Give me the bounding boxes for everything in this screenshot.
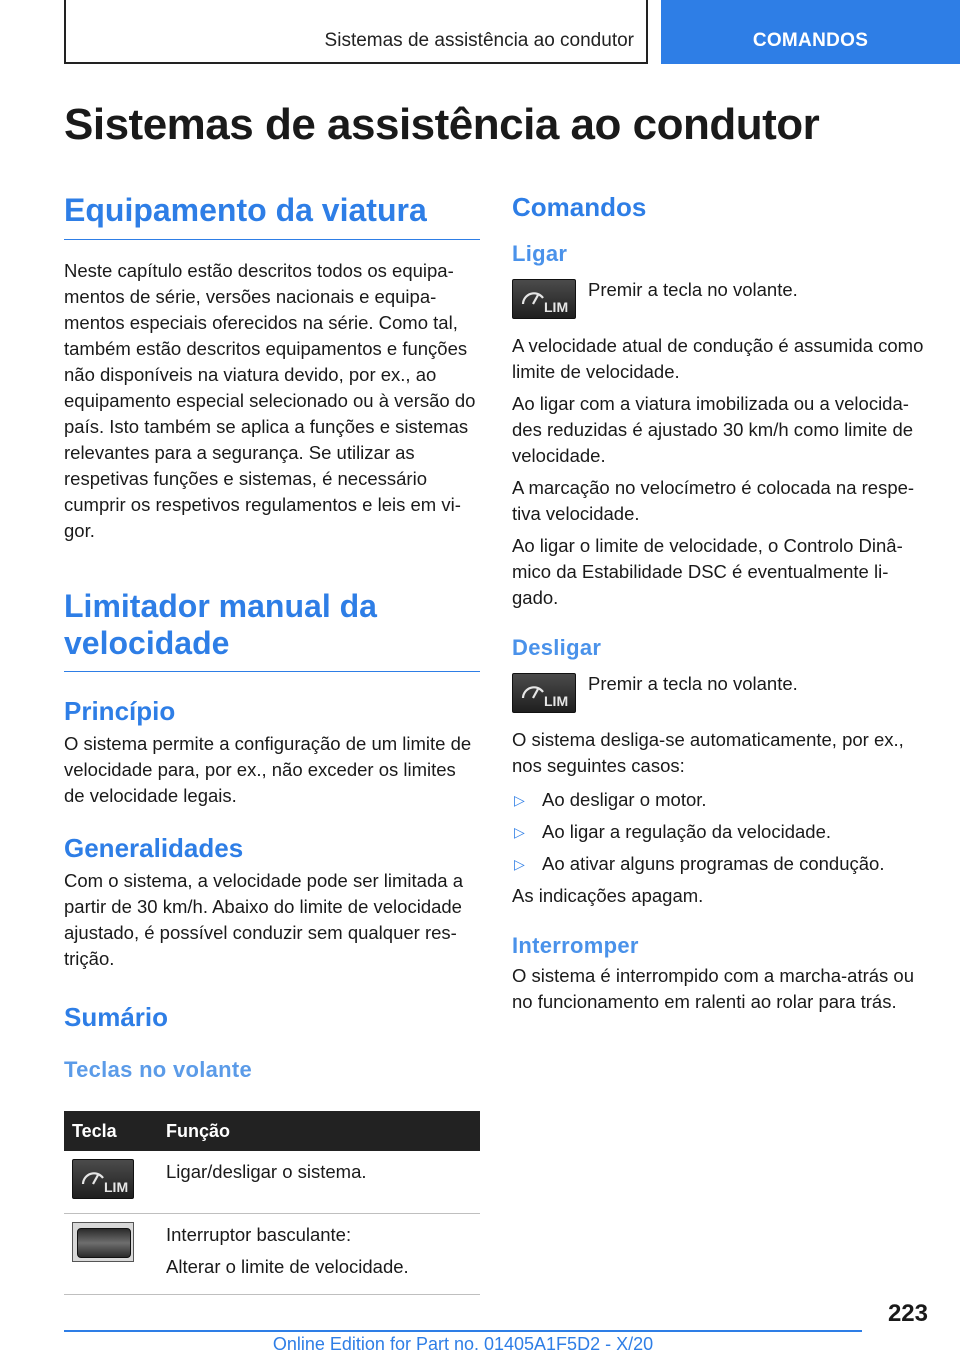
heading-teclas-volante: Teclas no volante — [64, 1057, 253, 1083]
bullet-triangle-icon: ▷ — [514, 824, 525, 840]
paragraph-desligar-1: O sistema desliga-se automaticamente, por ex., nos seguintes casos: — [512, 729, 904, 776]
ligar-instruction — [512, 277, 928, 319]
list-item: ▷ Ao ligar a regulação da velocidade. — [512, 819, 928, 845]
desligar-icon-text: Premir a tecla no volante. — [588, 673, 798, 694]
paragraph-ligar-4: Ao ligar o limite de velocidade, o Controlo Dinâmico da Estabilidade DSC é eventualmente ligado. — [512, 535, 903, 608]
heading-ligar: Ligar — [512, 241, 568, 266]
paragraph-interromper: O sistema é interrompido com a marcha-atrás ou no funcionamento em ralenti ao rolar para trás. — [512, 965, 915, 1012]
heading-principio: Princípio — [64, 696, 176, 727]
table-header-tecla: Tecla — [64, 1111, 158, 1151]
table-row — [64, 1151, 480, 1214]
header-chapter-tab[interactable] — [661, 0, 960, 64]
keys-table — [64, 1111, 480, 1295]
page-title: Sistemas de assistência ao condutor — [64, 100, 820, 149]
heading-comandos: Comandos — [512, 192, 647, 222]
heading-desligar: Desligar — [512, 635, 602, 660]
lim-button-icon — [72, 1159, 134, 1199]
ligar-icon-text: Premir a tecla no volante. — [588, 279, 798, 300]
heading-interromper: Interromper — [512, 933, 639, 958]
list-item: ▷ Ao ativar alguns programas de condução. — [512, 851, 928, 877]
lim-button-icon — [512, 279, 576, 319]
paragraph-ligar-1: A velocidade atual de condução é assumida como limite de velocidade. — [512, 335, 924, 382]
paragraph-ligar-2: Ao ligar com a viatura imobilizada ou a velocidades reduzidas é ajustado 30 km/h como limite de velocidade. — [512, 393, 914, 466]
heading-limitador: Limitador manual da velocidade — [64, 588, 480, 673]
lim-icon-text: LIM — [104, 1179, 129, 1196]
rocker-switch-icon — [72, 1222, 134, 1262]
table-header-row — [64, 1111, 480, 1151]
paragraph-principio: O sistema permite a configuração de um limite de velocidade para, por ex., não exceder os limites de velocidade legais. — [64, 733, 472, 807]
paragraph-desligar-2: As indicações apagam. — [512, 885, 704, 906]
right-column — [512, 192, 928, 1015]
heading-sumario: Sumário — [64, 1002, 169, 1033]
desligar-instruction — [512, 671, 928, 713]
table-header-funcao: Função — [158, 1111, 480, 1151]
paragraph-equipamento: Neste capítulo estão descritos todos os equipamentos de série, versões nacionais e equipamentos especiais oferecidos na série. Como tal, também estão descritos equipamentos e funções não disponíveis na viatura devido, por ex., ao equipamento especial selecionado ou à versão do país. Isto também se aplica a funções e sistemas relevantes para a segurança. Se utilizar as respetivas funções e sistemas, é necessário cumprir os respetivos regulamentos e leis em vigor. — [64, 259, 476, 541]
header-section-title: Sistemas de assistência ao condutor — [324, 30, 634, 51]
paragraph-generalidades: Com o sistema, a velocidade pode ser limitada a partir de 30 km/h. Abaixo do limite de velocidade ajustado, é possível conduzir sem qualquer restrição. — [64, 870, 463, 970]
left-column — [64, 192, 480, 1295]
table-cell-func-2b: Alterar o limite de velocidade. — [166, 1256, 409, 1278]
lim-icon-text: LIM — [544, 299, 569, 315]
lim-icon-text: LIM — [544, 693, 569, 709]
table-row — [64, 1214, 480, 1295]
heading-equipamento: Equipamento da viatura — [64, 192, 480, 240]
footer-divider — [64, 1330, 862, 1332]
footer-edition-link[interactable]: Online Edition for Part no. 01405A1F5D2 - X/20 — [272, 1334, 654, 1354]
lim-button-icon — [512, 673, 576, 713]
desligar-bullet-list — [512, 787, 928, 877]
page-number: 223 — [887, 1300, 928, 1327]
bullet-triangle-icon: ▷ — [514, 856, 525, 872]
paragraph-ligar-3: A marcação no velocímetro é colocada na respetiva velocidade. — [512, 477, 915, 524]
header-chapter-label: COMANDOS — [752, 30, 869, 51]
list-item: ▷ Ao desligar o motor. — [512, 787, 928, 813]
table-cell-func-2a: Interruptor basculante: — [166, 1224, 352, 1246]
heading-generalidades: Generalidades — [64, 833, 244, 864]
header-section-box — [64, 0, 648, 64]
table-cell-func-1: Ligar/desligar o sistema. — [158, 1151, 480, 1214]
bullet-triangle-icon: ▷ — [514, 792, 525, 808]
